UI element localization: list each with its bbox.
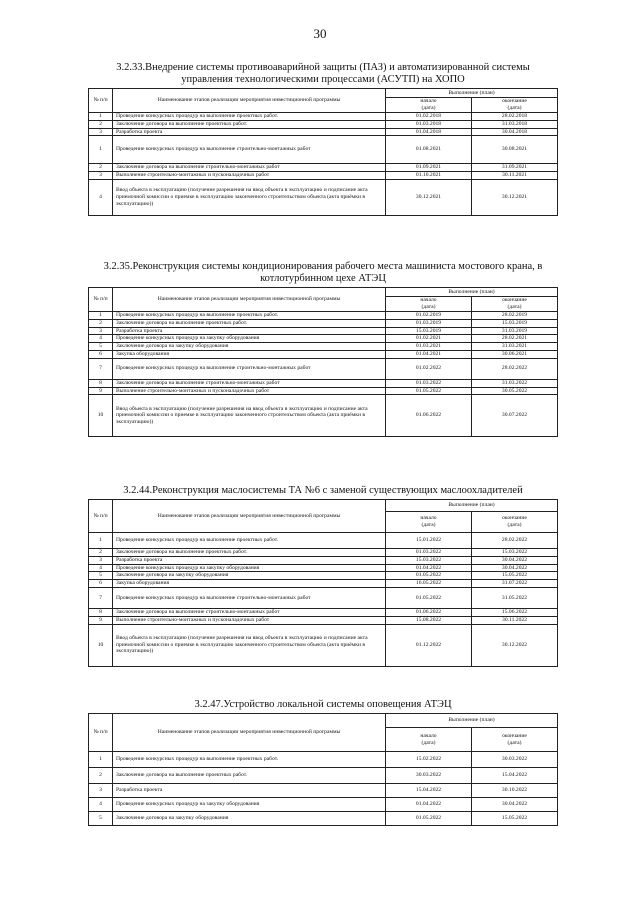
row-number: 8 (89, 379, 113, 387)
row-number: 5 (89, 572, 113, 580)
row-number: 1 (89, 113, 113, 121)
section-3-2-35 (88, 261, 558, 437)
table-row (89, 343, 558, 351)
end-date: 31.03.2021 (472, 343, 558, 351)
end-unit: (дата) (507, 522, 522, 528)
row-number: 6 (89, 350, 113, 358)
start-date: 01.04.2022 (386, 564, 472, 572)
table-row (89, 120, 558, 128)
schedule-table (88, 287, 558, 437)
end-date: 31.09.2021 (472, 164, 558, 172)
stage-name: Разработка проекта (113, 327, 386, 335)
table-row (89, 113, 558, 121)
start-date: 01.03.2019 (386, 319, 472, 327)
section-title (88, 485, 558, 497)
end-date: 31.03.2022 (472, 379, 558, 387)
col-start-header (386, 98, 472, 113)
header-row (89, 89, 558, 98)
table-row (89, 327, 558, 335)
section-title-line: 3.2.44.Реконструкция маслосистемы ТА №6 с заменой существующих маслоохладителей (123, 485, 523, 496)
start-label: начало (420, 732, 437, 739)
end-date: 31.03.2019 (472, 327, 558, 335)
table-row (89, 616, 558, 624)
row-number: 2 (89, 164, 113, 172)
end-date: 15.05.2022 (472, 572, 558, 580)
start-unit: (дата) (421, 522, 436, 528)
stage-name: Заключение договора на закупку оборудования (113, 343, 386, 351)
stage-name: Заключение договора на закупку оборудования (113, 812, 386, 826)
schedule-table (88, 499, 558, 667)
table-row (89, 350, 558, 358)
row-number: 3 (89, 556, 113, 564)
start-date: 15.02.2022 (386, 752, 472, 768)
stage-name: Ввод объекта в эксплуатацию (получение разрешения на ввод объекта в эксплуатацию и подписание акта приемочной комиссии о приемке в эксплуатацию законченного строительством объекта (акта приёмки в эксплуатацию)) (113, 624, 386, 666)
start-date: 15.03.2022 (386, 556, 472, 564)
stage-name: Ввод объекта в эксплуатацию (получение разрешения на ввод объекта в эксплуатацию и подписание акта приемочной комиссии о приемке в эксплуатацию законченного строительством объекта (акта приёмки в эксплуатацию)) (113, 179, 386, 215)
section-title-line: управления технологическими процессами (АСУТП) на ХОПО (181, 74, 465, 85)
row-number: 2 (89, 549, 113, 557)
start-date: 01.08.2021 (386, 136, 472, 164)
table-row (89, 768, 558, 784)
col-end-header (472, 98, 558, 113)
table-row (89, 387, 558, 395)
section-title-line: 3.2.35.Реконструкция системы кондиционирования рабочего места машиниста мостового крана, в (103, 261, 543, 272)
end-date: 30.11.2021 (472, 172, 558, 180)
table-row (89, 572, 558, 580)
row-number: 4 (89, 335, 113, 343)
start-date: 01.03.2022 (386, 379, 472, 387)
header-row (89, 714, 558, 728)
row-number: 4 (89, 564, 113, 572)
row-number: 3 (89, 172, 113, 180)
row-number: 9 (89, 387, 113, 395)
row-number: 1 (89, 752, 113, 768)
stage-name: Проведение конкурсных процедур на закупку оборудования (113, 798, 386, 812)
end-label: окончание (502, 515, 527, 522)
col-name-header: Наименование этапов реализации мероприятия инвестиционной программы (113, 714, 386, 752)
end-date: 30.05.2022 (472, 387, 558, 395)
stage-name: Заключение договора на выполнение строительно-монтажных работ (113, 164, 386, 172)
start-date: 01.06.2022 (386, 395, 472, 437)
row-number: 2 (89, 768, 113, 784)
end-date: 15.03.2022 (472, 549, 558, 557)
row-number: 3 (89, 327, 113, 335)
stage-name: Заключение договора на выполнение проектных работ. (113, 120, 386, 128)
start-unit: (дата) (421, 105, 436, 111)
row-number: 3 (89, 784, 113, 798)
header-row (89, 288, 558, 297)
row-number: 3 (89, 128, 113, 136)
table-row (89, 319, 558, 327)
end-date: 30.12.2022 (472, 624, 558, 666)
end-date: 30.04.2022 (472, 798, 558, 812)
end-date: 15.05.2022 (472, 812, 558, 826)
end-date: 28.02.2022 (472, 533, 558, 549)
col-num-header: № п/п (89, 500, 113, 533)
end-unit: (дата) (507, 739, 522, 746)
start-date: 30.12.2021 (386, 179, 472, 215)
section-title-line: 3.2.47.Устройство локальной системы оповещения АТЭЦ (194, 699, 452, 710)
start-label: начало (420, 515, 437, 522)
col-num-header: № п/п (89, 714, 113, 752)
table-row (89, 164, 558, 172)
schedule-table (88, 713, 558, 826)
stage-name: Заключение договора на выполнение строительно-монтажных работ (113, 379, 386, 387)
table-row (89, 549, 558, 557)
table-row (89, 580, 558, 588)
stage-name: Проведение конкурсных процедур на выполнение строительно-монтажных работ (113, 136, 386, 164)
col-exec-header: Выполнение (план) (386, 714, 558, 728)
stage-name: Заключение договора на выполнение проектных работ. (113, 768, 386, 784)
end-date: 30.12.2021 (472, 179, 558, 215)
section-3-2-33 (88, 62, 558, 216)
col-start-header (386, 297, 472, 312)
start-date: 15.03.2019 (386, 327, 472, 335)
section-title (88, 699, 558, 711)
col-name-header: Наименование этапов реализации мероприятия инвестиционной программы (113, 89, 386, 113)
stage-name: Разработка проекта (113, 556, 386, 564)
stage-name: Заключение договора на выполнение проектных работ. (113, 319, 386, 327)
start-date: 01.04.2018 (386, 128, 472, 136)
table-row (89, 624, 558, 666)
col-end-header (472, 297, 558, 312)
end-label: окончание (502, 297, 527, 304)
start-date: 16.05.2022 (386, 580, 472, 588)
row-number: 1 (89, 533, 113, 549)
start-date: 01.02.2022 (386, 358, 472, 379)
table-row (89, 798, 558, 812)
end-date: 30.07.2022 (472, 395, 558, 437)
end-date: 28.02.2021 (472, 335, 558, 343)
table-row (89, 812, 558, 826)
start-date: 01.06.2022 (386, 608, 472, 616)
start-date: 01.02.2019 (386, 312, 472, 320)
row-number: 5 (89, 343, 113, 351)
row-number: 9 (89, 616, 113, 624)
section-title-line: 3.2.33.Внедрение системы противоаварийной защиты (ПАЗ) и автоматизированной системы (116, 62, 530, 73)
start-date: 01.04.2021 (386, 350, 472, 358)
row-number: 1 (89, 312, 113, 320)
end-label: окончание (502, 732, 527, 739)
start-date: 01.05.2022 (386, 812, 472, 826)
table-row (89, 179, 558, 215)
end-date: 30.08.2021 (472, 136, 558, 164)
col-start-header (386, 728, 472, 752)
section-title (88, 261, 558, 285)
table-row (89, 564, 558, 572)
row-number: 6 (89, 580, 113, 588)
start-unit: (дата) (421, 739, 436, 746)
start-date: 01.12.2022 (386, 624, 472, 666)
end-date: 28.02.2018 (472, 113, 558, 121)
end-date: 30.04.2018 (472, 128, 558, 136)
end-date: 31.03.2018 (472, 120, 558, 128)
start-date: 01.03.2021 (386, 343, 472, 351)
start-label: начало (420, 297, 437, 304)
row-number: 10 (89, 624, 113, 666)
section-3-2-47 (88, 699, 558, 826)
stage-name: Проведение конкурсных процедур на закупку оборудования (113, 335, 386, 343)
table-row (89, 784, 558, 798)
end-date: 30.03.2022 (472, 752, 558, 768)
stage-name: Проведение конкурсных процедур на выполнение проектных работ. (113, 752, 386, 768)
stage-name: Закупка оборудования (113, 580, 386, 588)
section-3-2-44 (88, 485, 558, 667)
table-row (89, 608, 558, 616)
col-exec-header: Выполнение (план) (386, 500, 558, 512)
col-start-header (386, 512, 472, 533)
stage-name: Разработка проекта (113, 128, 386, 136)
table-row (89, 752, 558, 768)
table-row (89, 136, 558, 164)
end-date: 31.07.2022 (472, 580, 558, 588)
end-date: 15.04.2022 (472, 768, 558, 784)
stage-name: Проведение конкурсных процедур на выполнение проектных работ. (113, 533, 386, 549)
row-number: 1 (89, 136, 113, 164)
row-number: 8 (89, 608, 113, 616)
stage-name: Проведение конкурсных процедур на выполнение проектных работ. (113, 113, 386, 121)
col-end-header (472, 728, 558, 752)
stage-name: Проведение конкурсных процедур на выполнение строительно-монтажных работ (113, 587, 386, 608)
col-exec-header: Выполнение (план) (386, 288, 558, 297)
start-date: 01.03.2022 (386, 549, 472, 557)
start-date: 01.05.2022 (386, 572, 472, 580)
schedule-table (88, 88, 558, 216)
table-row (89, 335, 558, 343)
end-date: 31.05.2022 (472, 587, 558, 608)
row-number: 2 (89, 120, 113, 128)
col-num-header: № п/п (89, 89, 113, 113)
stage-name: Проведение конкурсных процедур на выполнение строительно-монтажных работ (113, 358, 386, 379)
col-exec-header: Выполнение (план) (386, 89, 558, 98)
table-row (89, 379, 558, 387)
stage-name: Проведение конкурсных процедур на закупку оборудования (113, 564, 386, 572)
col-num-header: № п/п (89, 288, 113, 312)
table-row (89, 395, 558, 437)
end-date: 28.02.2022 (472, 358, 558, 379)
stage-name: Выполнение строительно-монтажных и пусконаладочных работ (113, 172, 386, 180)
row-number: 7 (89, 358, 113, 379)
table-row (89, 172, 558, 180)
end-date: 30.10.2022 (472, 784, 558, 798)
end-date: 30.11.2022 (472, 616, 558, 624)
stage-name: Заключение договора на выполнение строительно-монтажных работ (113, 608, 386, 616)
start-date: 15.01.2022 (386, 533, 472, 549)
end-date: 30.04.2022 (472, 556, 558, 564)
start-date: 15.08.2022 (386, 616, 472, 624)
stage-name: Заключение договора на выполнение проектных работ. (113, 549, 386, 557)
stage-name: Закупка оборудования (113, 350, 386, 358)
col-end-header (472, 512, 558, 533)
table-row (89, 312, 558, 320)
table-row (89, 533, 558, 549)
end-date: 15.03.2019 (472, 319, 558, 327)
start-label: начало (420, 98, 437, 105)
end-date: 30.06.2021 (472, 350, 558, 358)
table-row (89, 556, 558, 564)
start-unit: (дата) (421, 304, 436, 310)
row-number: 4 (89, 179, 113, 215)
table-row (89, 358, 558, 379)
stage-name: Заключение договора на закупку оборудования (113, 572, 386, 580)
end-date: 30.04.2022 (472, 564, 558, 572)
row-number: 4 (89, 798, 113, 812)
col-name-header: Наименование этапов реализации мероприятия инвестиционной программы (113, 288, 386, 312)
start-date: 01.02.2018 (386, 113, 472, 121)
start-date: 01.05.2022 (386, 387, 472, 395)
stage-name: Выполнение строительно-монтажных и пусконаладочных работ (113, 616, 386, 624)
table-row (89, 587, 558, 608)
header-row (89, 500, 558, 512)
table-row (89, 128, 558, 136)
section-title-line: котлотурбинном цехе АТЭЦ (260, 273, 386, 284)
stage-name: Проведение конкурсных процедур на выполнение проектных работ. (113, 312, 386, 320)
row-number: 2 (89, 319, 113, 327)
section-title (88, 62, 558, 86)
start-date: 15.04.2022 (386, 784, 472, 798)
col-name-header: Наименование этапов реализации мероприятия инвестиционной программы (113, 500, 386, 533)
start-date: 01.04.2022 (386, 798, 472, 812)
end-date: 28.02.2019 (472, 312, 558, 320)
page-number: 30 (313, 26, 327, 41)
start-date: 30.03.2022 (386, 768, 472, 784)
start-date: 01.09.2021 (386, 164, 472, 172)
stage-name: Выполнение строительно-монтажных и пусконаладочных работ (113, 387, 386, 395)
row-number: 5 (89, 812, 113, 826)
end-unit: (дата) (507, 105, 522, 111)
end-date: 15.06.2022 (472, 608, 558, 616)
end-unit: (дата) (507, 304, 522, 310)
row-number: 7 (89, 587, 113, 608)
end-label: окончание (502, 98, 527, 105)
row-number: 10 (89, 395, 113, 437)
stage-name: Разработка проекта (113, 784, 386, 798)
start-date: 01.03.2018 (386, 120, 472, 128)
start-date: 01.10.2021 (386, 172, 472, 180)
start-date: 01.05.2022 (386, 587, 472, 608)
start-date: 01.02.2021 (386, 335, 472, 343)
stage-name: Ввод объекта в эксплуатацию (получение разрешения на ввод объекта в эксплуатацию и подписание акта приемочной комиссии о приемке в эксплуатацию законченного строительством объекта (акта приёмки в эксплуатацию)) (113, 395, 386, 437)
